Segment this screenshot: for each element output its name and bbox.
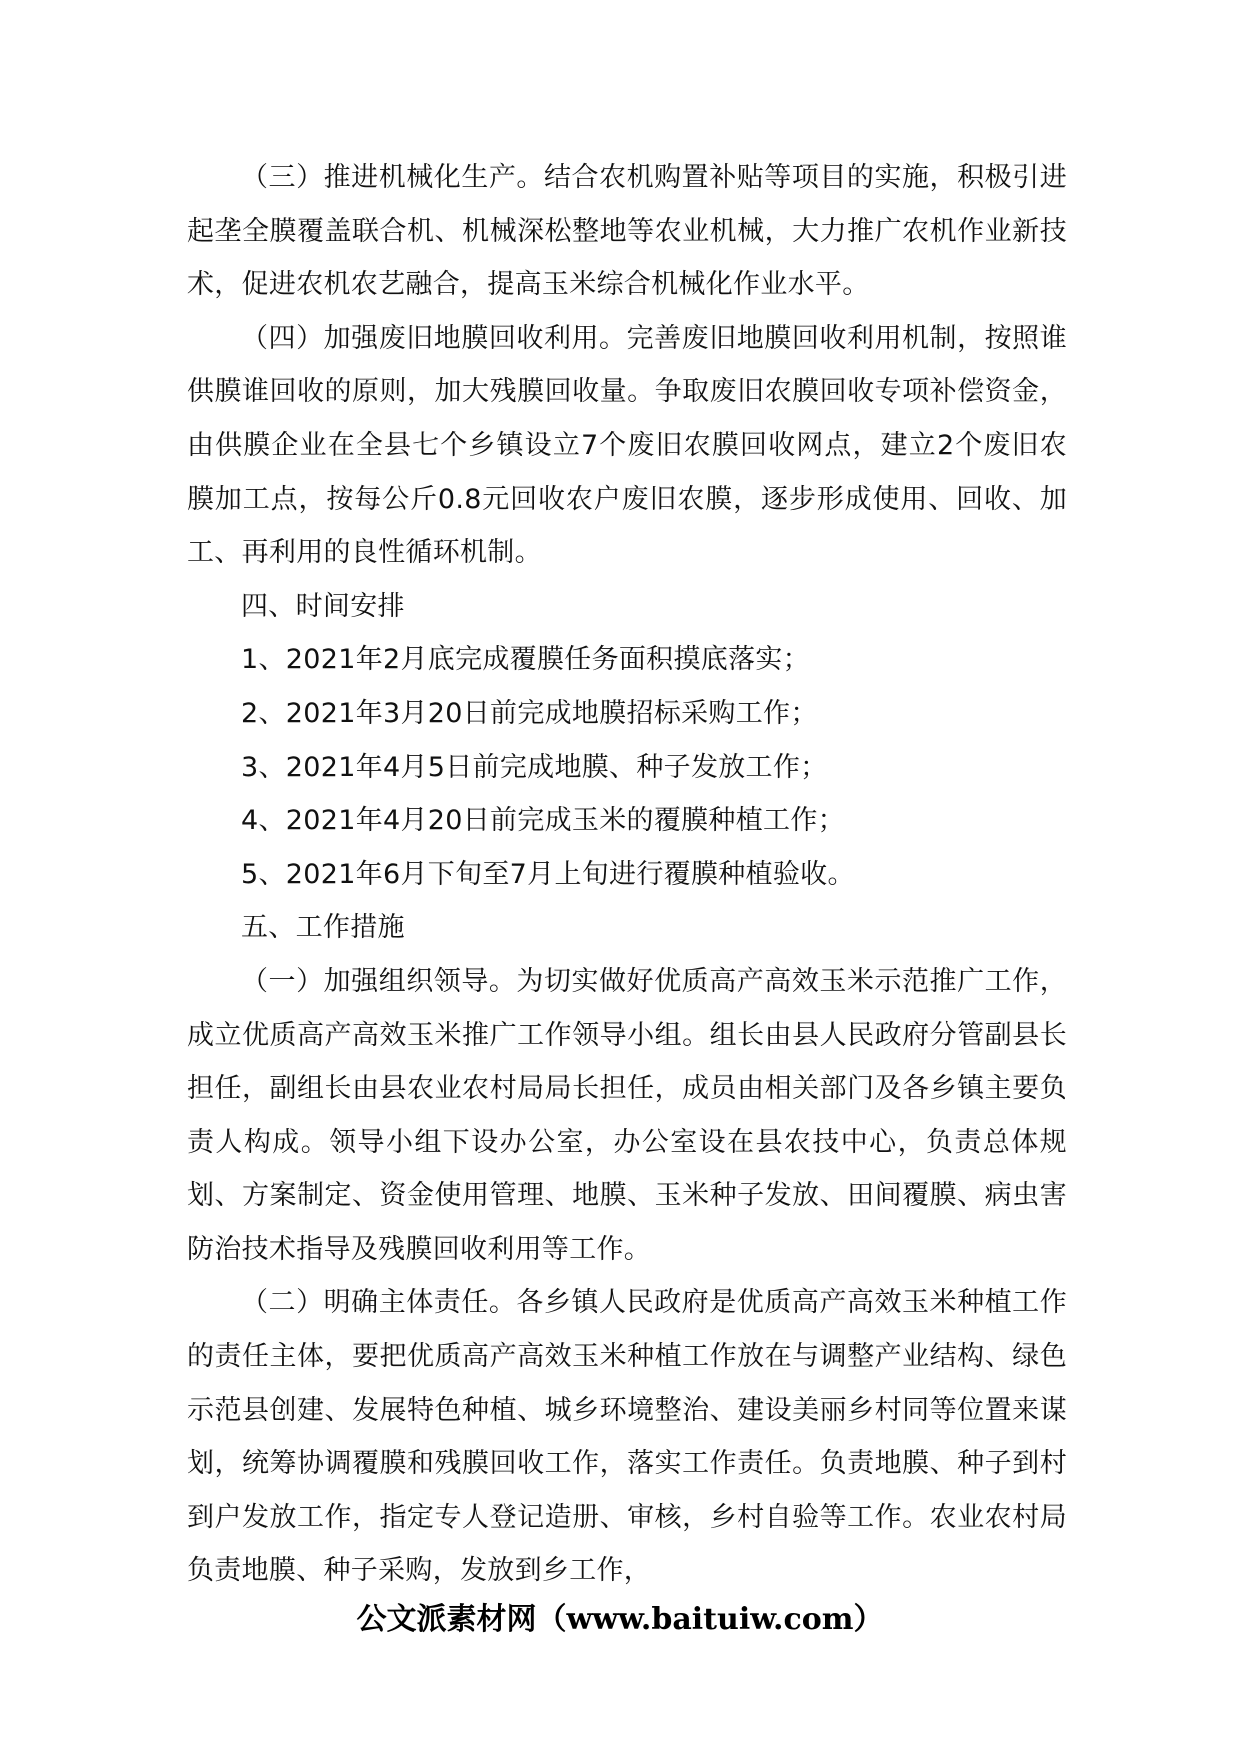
paragraph-responsibility: （二）明确主体责任。各乡镇人民政府是优质高产高效玉米种植工作的责任主体，要把优质高产高效玉米种植工作放在与调整产业结构、绿色示范县创建、发展特色种植、城乡环境整治、建设美丽乡村同等位置来谋划，统筹协调覆膜和残膜回收工作，落实工作责任。负责地膜、种子到村到户发放工作，指定专人登记造册、审核，乡村自验等工作。农业农村局负责地膜、种子采购，发放到乡工作，: [187, 1287, 1067, 1587]
paragraph-organization: （一）加强组织领导。为切实做好优质高产高效玉米示范推广工作，成立优质高产高效玉米推广工作领导小组。组长由县人民政府分管副县长担任，副组长由县农业农村局局长担任，成员由相关部门及各乡镇主要负责人构成。领导小组下设办公室，办公室设在县农技中心，负责总体规划、方案制定、资金使用管理、地膜、玉米种子发放、田间覆膜、病虫害防治技术指导及残膜回收利用等工作。: [187, 965, 1067, 1265]
schedule-item: 1、2021年2月底完成覆膜任务面积摸底落实；: [241, 644, 810, 676]
section-heading-schedule: 四、时间安排: [241, 590, 405, 622]
schedule-item: 3、2021年4月5日前完成地膜、种子发放工作；: [241, 751, 828, 783]
paragraph-mechanization: （三）推进机械化生产。结合农机购置补贴等项目的实施，积极引进起垄全膜覆盖联合机、机械深松整地等农业机械，大力推广农机作业新技术，促进农机农艺融合，提高玉米综合机械化作业水平。: [187, 162, 1067, 301]
schedule-item: 5、2021年6月下旬至7月上旬进行覆膜种植验收。: [241, 858, 855, 890]
paragraph-film-recycling: （四）加强废旧地膜回收利用。完善废旧地膜回收利用机制，按照谁供膜谁回收的原则，加大残膜回收量。争取废旧农膜回收专项补偿资金，由供膜企业在全县七个乡镇设立7个废旧农膜回收网点，建立2个废旧农膜加工点，按每公斤0.8元回收农户废旧农膜，逐步形成使用、回收、加工、再利用的良性循环机制。: [187, 322, 1067, 569]
schedule-item: 4、2021年4月20日前完成玉米的覆膜种植工作；: [241, 805, 845, 837]
schedule-item: 2、2021年3月20日前完成地膜招标采购工作；: [241, 697, 818, 729]
section-heading-measures: 五、工作措施: [241, 912, 405, 944]
document-body: [187, 151, 1067, 1598]
footer-watermark: 公文派素材网（www.baituiw.com）: [356, 1602, 884, 1637]
